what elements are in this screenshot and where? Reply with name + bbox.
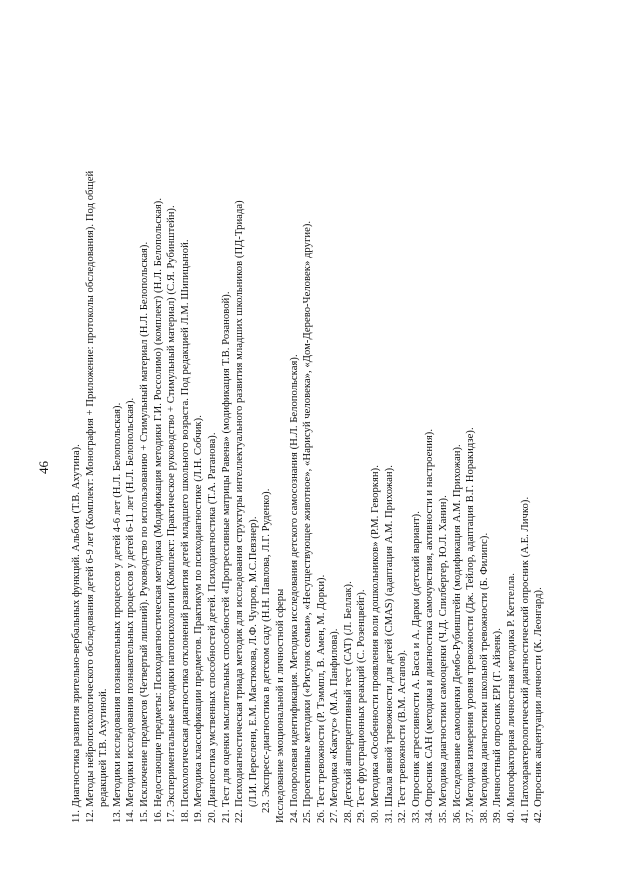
list-item: 23. Экспресс-диагностика в детском саду (Н.Н. Павлова, Л.Г. Руденко). — [261, 488, 273, 813]
list-item: 37. Методика измерения уровня тревожности (Дж. Тейлор, адаптация В.Г. Норакидзе). — [465, 427, 477, 823]
list-item: 29. Тест фрустрационных реакций (С. Розенцвейг). — [356, 589, 368, 823]
list-item: 20. Диагностика умственных способностей детей. Психодиагностика (Т.А. Ратанова). — [206, 432, 218, 823]
list-item: 26. Тест тревожности (Р. Тэммпл, В. Амен, М. Дорки). — [315, 574, 327, 823]
list-item: 31. Шкала явной тревожности для детей (CMAS) (адаптация А.М. Прихожан). — [383, 465, 395, 823]
list-item: 18. Психологическая диагностика отклонений развития детей младшего школьного возраста. Под редакцией Л.М. Шипицыной. — [179, 239, 191, 823]
page-number: 46 — [36, 461, 51, 474]
list-item: 32. Тест тревожности (В.М. Астапов). — [397, 649, 409, 823]
methods-list — [70, 33, 546, 823]
list-item: 14. Методики исследования познавательных процессов у детей 6-11 лет (Н.Л. Белопольская). — [125, 397, 137, 823]
list-item: 19. Методика классификации предметов. Практикум по психодиагностике (Л.Н. Собчик). — [193, 415, 205, 823]
list-item: 16. Недостающие предметы: Психодиагностическая методика (Модификация методики Г.И. Россолимо) (комплект) (Н.Л. Белопольская). — [152, 197, 164, 823]
list-item: 21. Тест для оценки мыслительных способностей «Прогрессивные матрицы Равена» (модификация Т.В. Розановой). — [220, 291, 232, 823]
list-item: 39. Личностный опросник EPI (Г. Айзенк). — [492, 628, 504, 823]
list-item: 41. Патохарактерологический диагностический опросник (А.Е. Личко). — [519, 496, 531, 823]
list-item: 40. Многофакторная личностная методика Р. Кеттелла. — [506, 573, 517, 823]
list-item: 28. Детский апперцептивный тест (САТ) (Л. Беллак). — [342, 581, 354, 823]
list-item: 15. Исключение предметов (Четвертый лишний). Руководство по использованию + Стимульный материал (Н.Л. Белопольская). — [138, 241, 150, 823]
list-item: 24. Полоролевая идентификация. Методика исследования детского самосознания (Н.Л. Белопольская). — [288, 354, 300, 823]
list-item: 13. Методики исследования познавательных процессов у детей 4-6 лет (Н.Л. Белопольская). — [111, 402, 123, 823]
list-item: 17. Экспериментальные методики патопсихологии (Комплект: Практическое руководство + Стимульный материал) (С.Я. Рубинштейн). — [166, 205, 178, 823]
list-item: 12. Методы нейропсихологического обследования детей 6-9 лет (Комплект: Монография + Приложение: протоколы обследования). Под общей — [84, 170, 96, 823]
list-item: 11. Диагностика развития зрительно-вербальных функций. Альбом (Т.В. Ахутина). — [71, 444, 82, 823]
list-item-continuation: редакцией Т.В. Ахутиной. — [98, 688, 110, 807]
list-item: 33. Опросник агрессивности А. Басса и А. Дарки (детский вариант). — [410, 511, 422, 823]
list-item: 35. Методика диагностики самооценки (Ч.Д. Спилбергер, Ю.Л. Ханин). — [438, 495, 450, 823]
list-item: 38. Методика диагностики школьной тревожности (Б. Филипс). — [478, 532, 490, 823]
list-item-continuation: (Л.И. Переслени, Е.М. Мастюкова, Л.Ф. Чупров, М.С.Певзнер). — [247, 516, 259, 807]
list-item: 42. Опросник акцентуации личности (К. Леонгард). — [533, 587, 545, 823]
list-item: 30. Методика «Особенности проявления воли дошкольников» (Р.М. Геворкян). — [370, 465, 382, 823]
section-heading: Исследование эмоциональной и личностной сферы — [274, 588, 286, 823]
list-item: 22. Психодиагностическая триада методик для исследования структуры интеллектуального развития младших школьников (ПД-Триада) — [234, 200, 246, 823]
list-item: 25. Проективные методики («Рисунок семьи», «Несуществующее животное», «Нарисуй человека», «Дом-Дерево-Человек» другие). — [302, 220, 314, 823]
list-item: 34. Опросник САН (методика и диагностика самочувствия, активности и настроения). — [424, 428, 436, 823]
list-item: 27. Методика «Кактус» (М.А. Панфилова). — [329, 628, 341, 823]
list-item: 36. Исследование самооценки Дембо-Рубинштейн (модификация А.М. Прихожан). — [451, 444, 463, 823]
